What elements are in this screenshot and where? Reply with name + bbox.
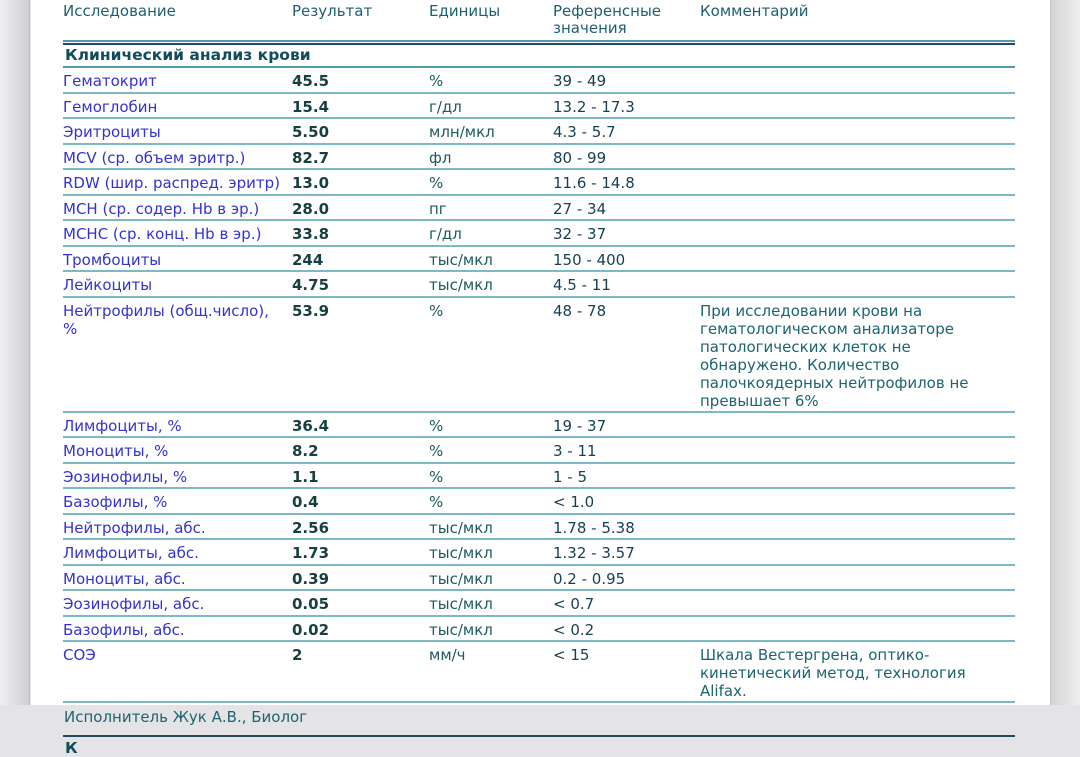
result-cell: 1.73 [292, 544, 330, 562]
table-row [63, 68, 1015, 94]
table-row [63, 94, 1015, 120]
units-cell: тыс/мкл [429, 569, 493, 588]
table-row [63, 221, 1015, 247]
units-cell: тыс/мкл [429, 544, 493, 562]
test-name-cell: Гематокрит [63, 72, 157, 90]
column-header-study: Исследование [63, 2, 176, 20]
report-content [63, 0, 1015, 757]
reference-cell: 32 - 37 [553, 225, 607, 243]
column-header-result: Результат [292, 2, 373, 20]
comment-cell [700, 515, 1015, 520]
reference-cell: 48 - 78 [553, 301, 607, 320]
test-name-cell: Гемоглобин [63, 97, 158, 116]
test-name-cell: Нейтрофилы, абс. [63, 518, 206, 537]
units-cell: % [429, 174, 444, 192]
executor-line: Исполнитель Жук А.В., Биолог [63, 703, 1015, 737]
reference-cell: 1.78 - 5.38 [553, 518, 635, 537]
test-name-cell: Лейкоциты [63, 276, 153, 294]
reference-cell: 13.2 - 17.3 [553, 97, 635, 116]
comment-cell [700, 119, 1015, 124]
table-row [63, 196, 1015, 222]
comment-cell [700, 617, 1015, 622]
units-cell: тыс/мкл [429, 250, 493, 269]
result-cell: 2 [292, 646, 303, 664]
result-cell: 0.4 [292, 493, 319, 511]
table-row [63, 489, 1015, 515]
test-name-cell: Эозинофилы, абс. [63, 595, 205, 613]
comment-cell [700, 221, 1015, 226]
table-row [63, 515, 1015, 541]
comment-cell [700, 247, 1015, 252]
units-cell: % [429, 72, 444, 90]
reference-cell: 1.32 - 3.57 [553, 544, 635, 562]
comment-cell: Шкала Вестергрена, оптико-кинетический метод, технология Alifax. [700, 646, 966, 700]
section-header-row [63, 43, 1015, 68]
result-cell: 2.56 [292, 518, 330, 537]
next-section-title-partial: К [65, 739, 78, 757]
reference-cell: < 1.0 [553, 493, 595, 511]
test-name-cell: Лимфоциты, абс. [63, 544, 199, 562]
result-cell: 0.05 [292, 595, 330, 613]
test-name-cell: MCV (ср. объем эритр.) [63, 148, 246, 167]
result-cell: 36.4 [292, 416, 330, 435]
result-cell: 4.75 [292, 276, 330, 294]
reference-cell: 0.2 - 0.95 [553, 569, 626, 588]
test-name-cell: Нейтрофилы (общ.число), % [63, 301, 269, 338]
lab-report-page [31, 0, 1050, 757]
result-cell: 82.7 [292, 148, 330, 167]
result-cell: 28.0 [292, 199, 330, 218]
test-name-cell: Эозинофилы, % [63, 467, 188, 486]
test-name-cell: Лимфоциты, % [63, 416, 182, 435]
table-row [63, 272, 1015, 298]
result-cell: 45.5 [292, 72, 330, 90]
reference-cell: 3 - 11 [553, 442, 597, 460]
units-cell: тыс/мкл [429, 518, 493, 537]
comment-cell [700, 196, 1015, 201]
reference-cell: 1 - 5 [553, 467, 588, 486]
units-cell: млн/мкл [429, 123, 495, 141]
column-header-reference: Референсные значения [553, 2, 662, 37]
table-row [63, 642, 1015, 703]
comment-cell: При исследовании крови на гематологическом анализаторе патологических клеток не обнаружено. Количество палочкоядерных нейтрофилов не превышает 6% [700, 301, 969, 410]
right-page-margin [1050, 0, 1080, 705]
units-cell: фл [429, 148, 452, 167]
reference-cell: 80 - 99 [553, 148, 607, 167]
reference-cell: < 15 [553, 646, 590, 664]
table-row [63, 119, 1015, 145]
units-cell: % [429, 416, 444, 435]
comment-cell [700, 489, 1015, 494]
comment-cell [700, 413, 1015, 418]
comment-cell [700, 540, 1015, 545]
comment-cell [700, 170, 1015, 175]
table-row [63, 145, 1015, 171]
reference-cell: < 0.7 [553, 595, 595, 613]
test-name-cell: MCH (ср. содер. Hb в эр.) [63, 199, 260, 218]
test-name-cell: Тромбоциты [63, 250, 162, 269]
section-title: Клинический анализ крови [65, 46, 311, 64]
units-cell: г/дл [429, 97, 462, 116]
test-name-cell: Моноциты, абс. [63, 569, 186, 588]
comment-cell [700, 438, 1015, 443]
result-cell: 1.1 [292, 467, 319, 486]
table-row [63, 464, 1015, 490]
reference-cell: 150 - 400 [553, 250, 626, 269]
units-cell: % [429, 467, 444, 486]
result-cell: 33.8 [292, 225, 330, 243]
comment-cell [700, 591, 1015, 596]
reference-cell: 19 - 37 [553, 416, 607, 435]
reference-cell: 39 - 49 [553, 72, 607, 90]
comment-cell [700, 566, 1015, 571]
column-header-comment: Комментарий [700, 2, 809, 20]
reference-cell: 27 - 34 [553, 199, 607, 218]
table-row [63, 247, 1015, 273]
result-cell: 8.2 [292, 442, 319, 460]
test-name-cell: Эритроциты [63, 123, 161, 141]
result-cell: 244 [292, 250, 324, 269]
table-row [63, 566, 1015, 592]
units-cell: мм/ч [429, 646, 466, 664]
table-row [63, 170, 1015, 196]
column-header-units: Единицы [429, 2, 501, 20]
reference-cell: 11.6 - 14.8 [553, 174, 635, 192]
reference-cell: 4.5 - 11 [553, 276, 611, 294]
table-row [63, 298, 1015, 413]
table-row [63, 540, 1015, 566]
reference-cell: < 0.2 [553, 620, 595, 639]
comment-cell [700, 145, 1015, 150]
units-cell: % [429, 442, 444, 460]
left-page-margin [0, 0, 30, 705]
units-cell: тыс/мкл [429, 595, 493, 613]
result-cell: 0.39 [292, 569, 330, 588]
table-row [63, 413, 1015, 439]
test-name-cell: MCHC (ср. конц. Hb в эр.) [63, 225, 262, 243]
comment-cell [700, 464, 1015, 469]
result-cell: 15.4 [292, 97, 330, 116]
table-header-row [63, 0, 1015, 42]
table-row [63, 617, 1015, 643]
result-cell: 13.0 [292, 174, 330, 192]
units-cell: пг [429, 199, 447, 218]
reference-cell: 4.3 - 5.7 [553, 123, 616, 141]
test-name-cell: RDW (шир. распред. эритр) [63, 174, 280, 192]
comment-cell [700, 272, 1015, 277]
test-name-cell: Базофилы, % [63, 493, 168, 511]
test-name-cell: СОЭ [63, 646, 96, 664]
results-table [63, 68, 1015, 703]
result-cell: 53.9 [292, 301, 330, 320]
units-cell: г/дл [429, 225, 462, 243]
result-cell: 0.02 [292, 620, 330, 639]
test-name-cell: Базофилы, абс. [63, 620, 185, 639]
comment-cell [700, 68, 1015, 73]
table-row [63, 438, 1015, 464]
result-cell: 5.50 [292, 123, 330, 141]
test-name-cell: Моноциты, % [63, 442, 169, 460]
units-cell: тыс/мкл [429, 276, 493, 294]
table-row [63, 591, 1015, 617]
units-cell: % [429, 493, 444, 511]
comment-cell [700, 94, 1015, 99]
units-cell: тыс/мкл [429, 620, 493, 639]
units-cell: % [429, 301, 444, 320]
